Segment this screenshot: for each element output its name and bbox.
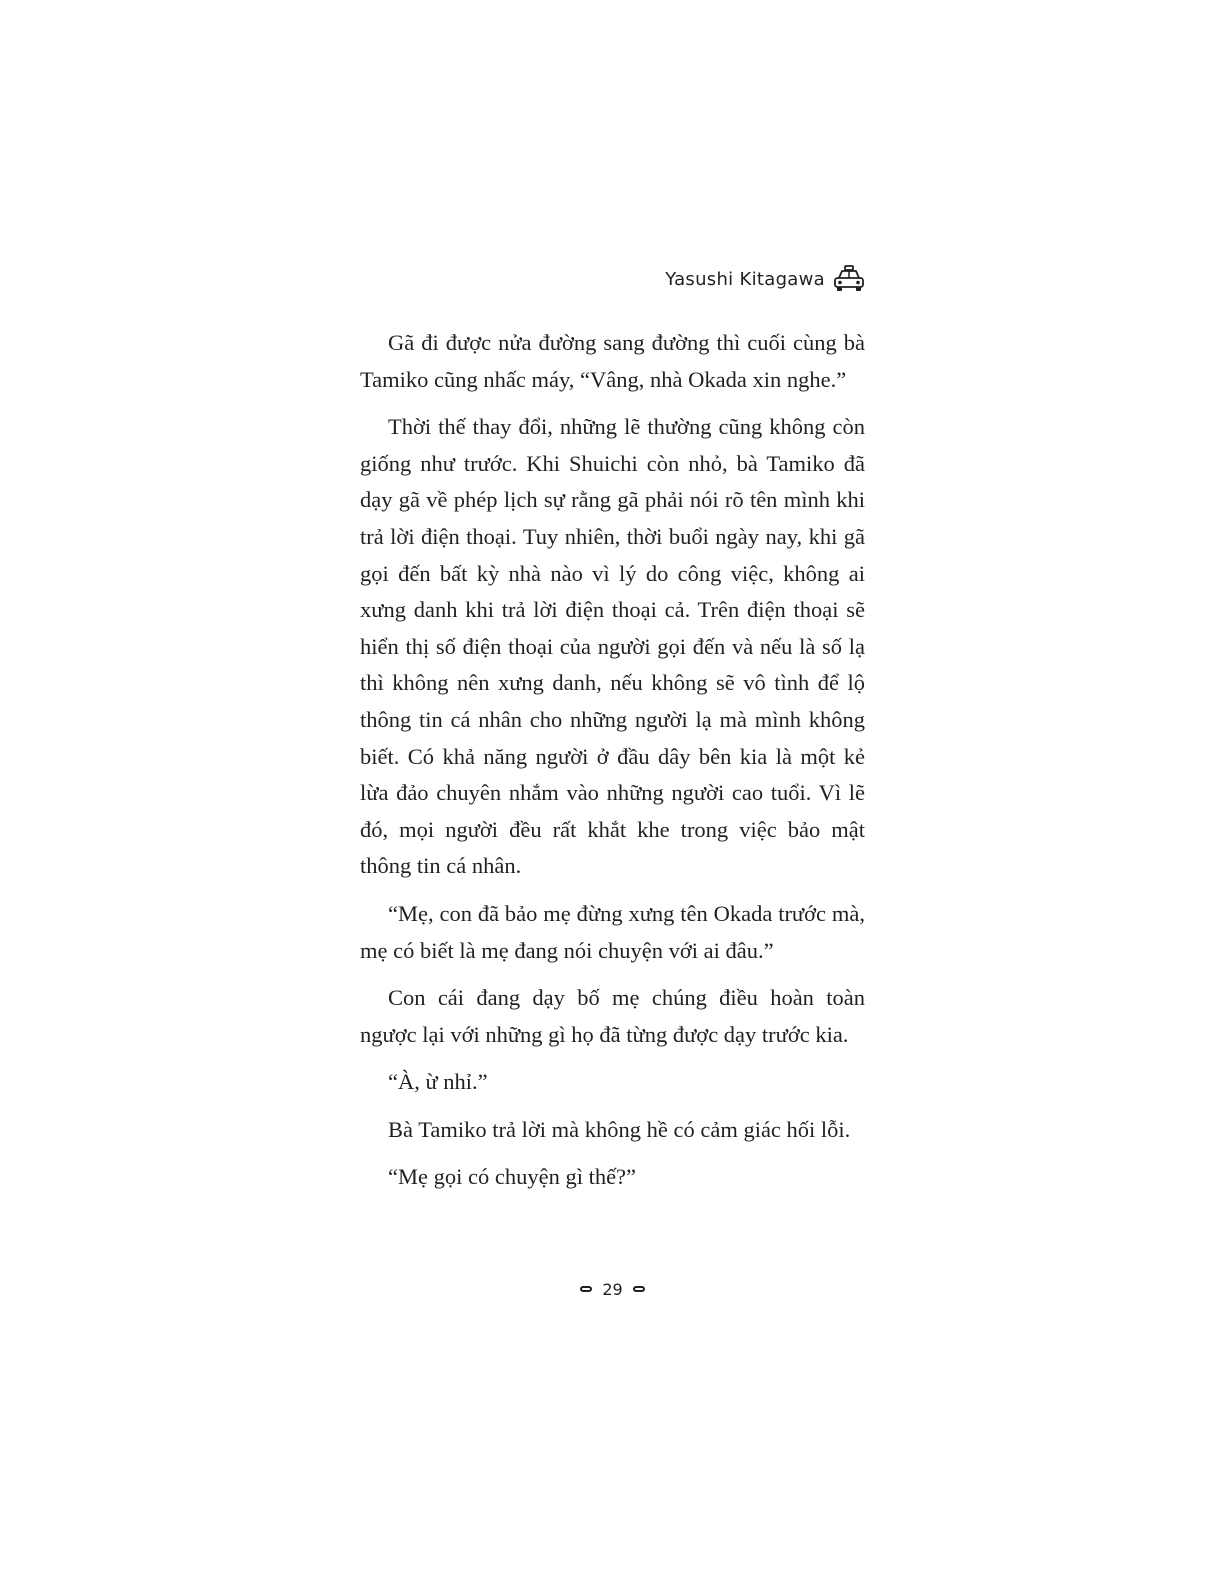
taxi-icon — [833, 265, 865, 293]
paragraph: Thời thế thay đổi, những lẽ thường cũng không còn giống như trước. Khi Shuichi còn nhỏ, bà Tamiko đã dạy gã về phép lịch sự rằng gã phải nói rõ tên mình khi trả lời điện thoại. Tuy nhiên, thời buổi ngày nay, khi gã gọi đến bất kỳ nhà nào vì lý do công việc, không ai xưng danh khi trả lời điện thoại cả. Trên điện thoại sẽ hiển thị số điện thoại của người gọi đến và nếu là số lạ thì không nên xưng danh, nếu không sẽ vô tình để lộ thông tin cá nhân cho những người lạ mà mình không biết. Có khả năng người ở đầu dây bên kia là một kẻ lừa đảo chuyên nhắm vào những người cao tuổi. Vì lẽ đó, mọi người đều rất khắt khe trong việc bảo mật thông tin cá nhân. — [360, 414, 865, 879]
paragraph: “À, ừ nhỉ.” — [388, 1069, 488, 1095]
paragraph: “Mẹ, con đã bảo mẹ đừng xưng tên Okada trước mà, mẹ có biết là mẹ đang nói chuyện với ai đâu.” — [360, 900, 865, 963]
page-number: 29 — [602, 1279, 623, 1299]
body-text — [360, 325, 865, 1207]
paragraph: Bà Tamiko trả lời mà không hề có cảm giác hối lỗi. — [388, 1116, 851, 1142]
paragraph: Gã đi được nửa đường sang đường thì cuối cùng bà Tamiko cũng nhấc máy, “Vâng, nhà Okada xin nghe.” — [360, 330, 865, 392]
running-header — [360, 262, 865, 296]
author-name: Yasushi Kitagawa — [665, 268, 825, 290]
paragraph: Con cái đang dạy bố mẹ chúng điều hoàn toàn ngược lại với những gì họ đã từng được dạy trước kia. — [360, 985, 865, 1047]
page-ornament-left — [580, 1286, 592, 1292]
page-footer — [360, 1276, 865, 1302]
paragraph: “Mẹ gọi có chuyện gì thế?” — [388, 1164, 637, 1190]
page-ornament-right — [633, 1286, 645, 1292]
